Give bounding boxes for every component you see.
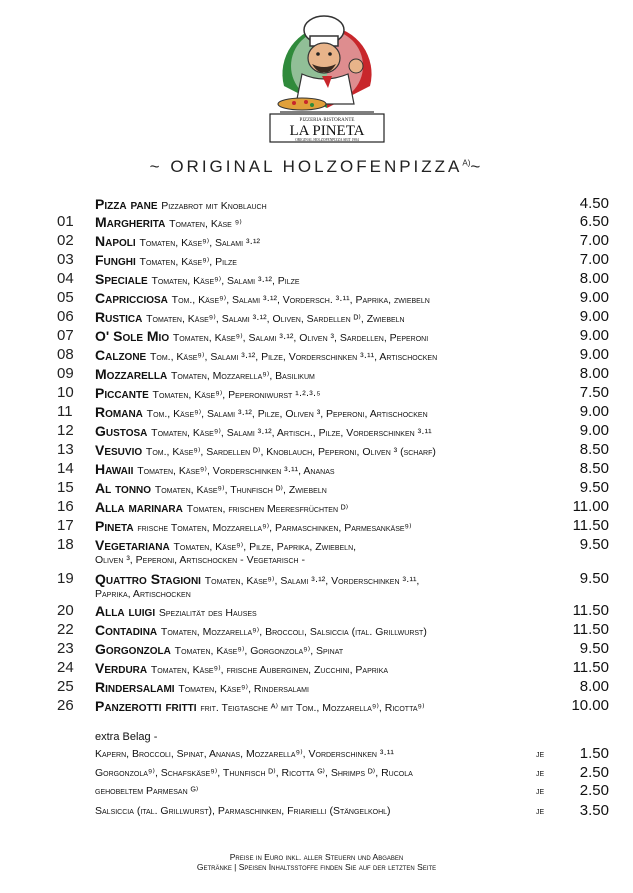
menu-item-price: 7.50 (579, 384, 609, 401)
menu-item-price: 11.50 (572, 659, 609, 676)
menu-item-number: 09 (57, 365, 74, 382)
menu-item-name: Alla luigi (95, 603, 156, 619)
menu-item-price: 9.00 (579, 308, 609, 325)
menu-item-line (95, 517, 412, 537)
menu-item-number: 15 (57, 479, 74, 496)
menu-item-price: 9.00 (579, 422, 609, 439)
menu-item-price: 8.00 (579, 270, 609, 287)
menu-item-number: 11 (57, 403, 73, 420)
menu-item-price: 8.50 (579, 460, 609, 477)
menu-item-line (95, 403, 428, 423)
menu-item-name: O' Sole Mio (95, 328, 170, 344)
extra-topping-je: je (536, 785, 545, 797)
extra-topping-price: 1.50 (579, 745, 609, 762)
menu-item-description: Tomaten, Käse⁹⁾, Salami ³·¹², Pilze (151, 275, 300, 287)
menu-item-price: 8.50 (579, 441, 609, 458)
menu-item-number: 19 (57, 570, 74, 587)
menu-item-line (95, 327, 428, 347)
menu-item-number: 18 (57, 536, 74, 553)
extra-topping-text: gehobeltem Parmesan ᴳ⁾ (95, 785, 199, 797)
menu-item-description: Tom., Käse⁹⁾, Sardellen ᴰ⁾, Knoblauch, Peperoni, Oliven ³ (scharf) (145, 446, 436, 458)
menu-item-price: 11.50 (572, 602, 609, 619)
menu-item-name: Rindersalami (95, 679, 175, 695)
menu-item-description: Tomaten, Käse ⁹⁾ (169, 218, 242, 230)
menu-item-line (95, 678, 309, 698)
extra-topping-je: je (536, 805, 545, 817)
menu-item-number: 05 (57, 289, 74, 306)
menu-item-name: Napoli (95, 233, 136, 249)
menu-item-description: Tom., Käse⁹⁾, Salami ³·¹², Pilze, Oliven ³, Peperoni, Artischocken (146, 408, 428, 420)
menu-item-price: 11.50 (572, 621, 609, 638)
menu-item-line (95, 289, 430, 309)
menu-item-price: 9.50 (579, 536, 609, 553)
menu-item-name: Pineta (95, 518, 134, 534)
menu-item-name: Rustica (95, 309, 143, 325)
extra-topping-price: 2.50 (579, 782, 609, 799)
menu-item-description: Tomaten, frischen Meeresfrüchten ᴰ⁾ (186, 503, 349, 515)
menu-item-description: Tomaten, Käse⁹⁾, Salami ³·¹², Artisch., Pilze, Vorderschinken ³·¹¹ (151, 427, 432, 439)
menu-item-price: 9.00 (579, 403, 609, 420)
menu-item-number: 13 (57, 441, 74, 458)
menu-item-number: 16 (57, 498, 74, 515)
menu-item-name: Funghi (95, 252, 136, 268)
menu-item-line (95, 570, 419, 590)
menu-item-description: Tomaten, Mozzarella⁹⁾, Basilikum (170, 370, 315, 382)
menu-heading-text: ~ ORIGINAL HOLZOFENPIZZA (149, 157, 463, 176)
menu-item-name: Panzerotti fritti (95, 698, 197, 714)
menu-item-name: Hawaii (95, 461, 134, 477)
menu-item-name: Vegetariana (95, 537, 170, 553)
menu-item-name: Al tonno (95, 480, 152, 496)
menu-item-name: Contadina (95, 622, 158, 638)
logo (262, 8, 392, 146)
menu-item-line (95, 640, 343, 660)
menu-item-number: 22 (57, 621, 74, 638)
menu-item-description: Tomaten, Käse⁹⁾, Salami ³·¹² (139, 237, 260, 249)
menu-item-price: 8.00 (579, 365, 609, 382)
footer-note-prices: Preise in Euro inkl. aller Steuern und Abgaben (229, 852, 404, 862)
menu-item-number: 07 (57, 327, 74, 344)
menu-item-price: 8.00 (579, 678, 609, 695)
extra-topping-text: Salsiccia (ital. Grillwurst), Parmaschinken, Friarielli (Stängelkohl) (95, 805, 391, 817)
menu-item-name: Gustosa (95, 423, 148, 439)
menu-item-line (95, 308, 405, 328)
menu-item-number: 12 (57, 422, 74, 439)
menu-item-description: Tomaten, Käse⁹⁾, Peperoniwurst ¹·²·³·⁵ (152, 389, 321, 401)
menu-item-name: Romana (95, 404, 143, 420)
menu-item-description: Tomaten, Käse⁹⁾, Gorgonzola⁹⁾, Spinat (174, 645, 344, 657)
menu-item-line (95, 621, 427, 641)
menu-item-line (95, 536, 356, 556)
svg-text:LA PINETA: LA PINETA (289, 123, 365, 139)
menu-item-line (95, 232, 260, 252)
menu-item-number: 10 (57, 384, 74, 401)
menu-item-name: Margherita (95, 214, 166, 230)
menu-item-description: Tomaten, Käse⁹⁾, Vorderschinken ³·¹¹, Ananas (137, 465, 335, 477)
menu-item-line (95, 659, 388, 679)
menu-item-line (95, 498, 348, 518)
menu-item-description: Tomaten, Mozzarella⁹⁾, Broccoli, Salsiccia (ital. Grillwurst) (160, 626, 427, 638)
menu-item-name: Alla marinara (95, 499, 183, 515)
menu-item-line (95, 697, 425, 717)
menu-item-description: Tomaten, Käse⁹⁾, Salami ³·¹², Oliven, Sardellen ᴰ⁾, Zwiebeln (146, 313, 405, 325)
menu-item-line (95, 441, 436, 461)
menu-item-price: 9.00 (579, 289, 609, 306)
menu-item-description: Tomaten, Käse⁹⁾, Pilze, Paprika, Zwiebeln, (173, 541, 357, 553)
menu-item-name: Calzone (95, 347, 147, 363)
menu-item-price: 9.00 (579, 346, 609, 363)
menu-item-number: 14 (57, 460, 74, 477)
menu-item-price: 7.00 (579, 251, 609, 268)
menu-item-price: 6.50 (579, 213, 609, 230)
menu-item-name: Speciale (95, 271, 148, 287)
svg-text:ORIGINAL HOLZOFENPIZZA SEIT 19: ORIGINAL HOLZOFENPIZZA SEIT 1984 (295, 138, 359, 142)
menu-item-line (95, 251, 237, 271)
menu-item-description-continued: Oliven ³, Peperoni, Artischocken - Vegetarisch - (95, 554, 305, 566)
menu-item-name: Capricciosa (95, 290, 168, 306)
menu-item-name: Piccante (95, 385, 149, 401)
menu-item-price: 9.50 (579, 479, 609, 496)
extra-topping-je: je (536, 767, 545, 779)
menu-item-line (95, 479, 327, 499)
menu-item-name: Mozzarella (95, 366, 168, 382)
menu-item-number: 20 (57, 602, 74, 619)
menu-item-price: 9.50 (579, 640, 609, 657)
menu-item-description: Tomaten, Käse⁹⁾, Salami ³·¹², Vorderschinken ³·¹¹, (204, 575, 420, 587)
menu-item-name: Pizza pane (95, 196, 158, 212)
extra-topping-price: 3.50 (579, 802, 609, 819)
menu-item-number: 17 (57, 517, 74, 534)
menu-item-number: 06 (57, 308, 74, 325)
menu-item-price: 11.00 (572, 498, 609, 515)
menu-item-line (95, 365, 315, 385)
menu-item-description: Tomaten, Käse⁹⁾, Pilze (139, 256, 237, 268)
menu-item-number: 25 (57, 678, 74, 695)
menu-item-line (95, 384, 321, 404)
menu-item-name: Vesuvio (95, 442, 143, 458)
extra-topping-je: je (536, 748, 545, 760)
menu-item-line (95, 213, 242, 233)
menu-item-description: Tomaten, Käse⁹⁾, Thunfisch ᴰ⁾, Zwiebeln (154, 484, 327, 496)
menu-item-price: 10.00 (571, 697, 609, 714)
menu-item-number: 04 (57, 270, 74, 287)
footer-note-ingredients: Getränke | Speisen Inhaltsstoffe finden Sie auf der letzten Seite (196, 862, 437, 872)
extra-toppings-title: extra Belag - (95, 731, 158, 743)
chef-logo-image (262, 8, 392, 146)
menu-item-price: 11.50 (572, 517, 609, 534)
menu-item-line (95, 422, 432, 442)
menu-item-description: Tomaten, Käse⁹⁾, Rindersalami (178, 683, 309, 695)
menu-item-number: 26 (57, 697, 74, 714)
menu-item-number: 08 (57, 346, 74, 363)
extra-topping-text: Gorgonzola⁹⁾, Schafskäse⁹⁾, Thunfisch ᴰ⁾, Ricotta ᴳ⁾, Shrimps ᴰ⁾, Rucola (95, 767, 413, 779)
menu-item-number: 01 (57, 213, 74, 230)
svg-text:PIZZERIA·RISTORANTE: PIZZERIA·RISTORANTE (299, 118, 355, 123)
menu-heading (0, 157, 633, 177)
menu-item-number: 02 (57, 232, 74, 249)
extra-topping-text: Kapern, Broccoli, Spinat, Ananas, Mozzarella⁹⁾, Vorderschinken ³·¹¹ (95, 748, 394, 760)
menu-item-price: 9.00 (579, 327, 609, 344)
menu-item-name: Quattro Stagioni (95, 571, 201, 587)
menu-item-price: 9.50 (579, 570, 609, 587)
menu-item-description: Tomaten, Käse⁹⁾, frische Auberginen, Zucchini, Paprika (150, 664, 389, 676)
menu-item-description: Spezialität des Hauses (158, 607, 257, 619)
menu-item-line (95, 460, 335, 480)
menu-item-description: frit. Teigtasche ᴬ⁾ mit Tom., Mozzarella⁹⁾, Ricotta⁹⁾ (200, 702, 425, 714)
extra-topping-price: 2.50 (579, 764, 609, 781)
menu-heading-footnote: A) (462, 158, 471, 168)
menu-heading-tail: ~ (470, 157, 484, 176)
menu-item-number: 23 (57, 640, 74, 657)
menu-item-description: Tom., Käse⁹⁾, Salami ³·¹², Vordersch. ³·¹¹, Paprika, zwiebeln (171, 294, 430, 306)
menu-item-line (95, 602, 257, 622)
menu-item-description: Tomaten, Käse⁹⁾, Salami ³·¹², Oliven ³, Sardellen, Peperoni (172, 332, 429, 344)
menu-item-description: Tom., Käse⁹⁾, Salami ³·¹², Pilze, Vorderschinken ³·¹¹, Artischocken (149, 351, 438, 363)
menu-item-description: frische Tomaten, Mozzarella⁹⁾, Parmaschinken, Parmesankäse⁹⁾ (137, 522, 412, 534)
menu-item-name: Verdura (95, 660, 148, 676)
menu-item-line (95, 195, 267, 215)
menu-item-line (95, 346, 437, 366)
menu-item-number: 03 (57, 251, 74, 268)
menu-item-number: 24 (57, 659, 74, 676)
menu-item-price: 4.50 (579, 195, 609, 212)
menu-item-price: 7.00 (579, 232, 609, 249)
menu-item-description-continued: Paprika, Artischocken (95, 588, 191, 600)
menu-item-line (95, 270, 300, 290)
menu-item-description: Pizzabrot mit Knoblauch (161, 200, 267, 212)
menu-item-name: Gorgonzola (95, 641, 171, 657)
